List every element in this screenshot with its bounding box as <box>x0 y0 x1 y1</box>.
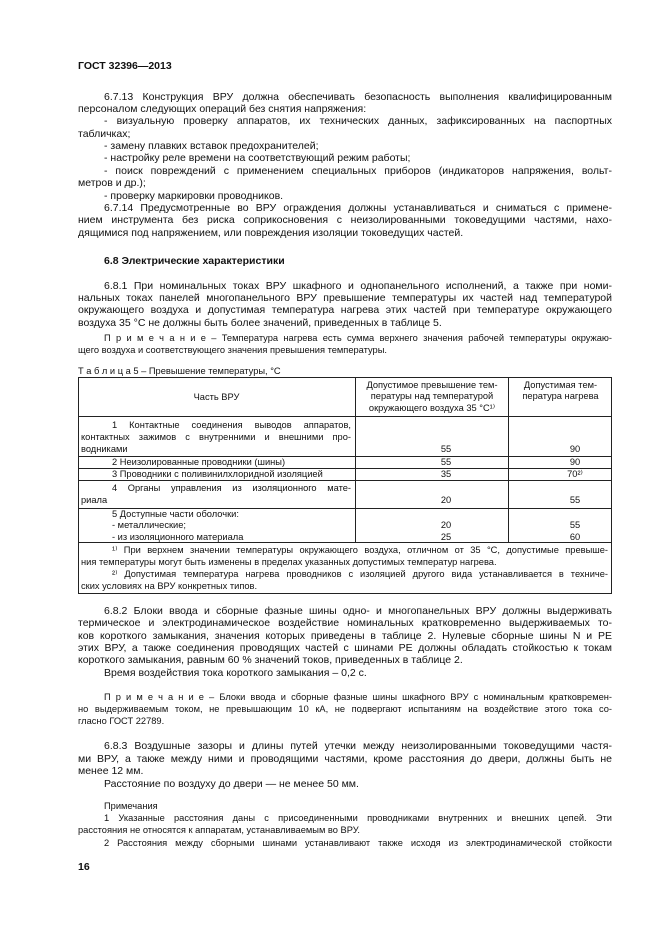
table-footnote: ния температуры могут быть изменены в пределах указанных допустимых температур нагрева. <box>81 557 497 567</box>
table-caption: Т а б л и ц а 5 – Превышение температуры, °С <box>78 365 281 376</box>
temp-rise-value: 25 <box>440 531 452 542</box>
clause-text-line: воздуха 35 °С не должны быть более значений, приведенных в таблице 5. <box>78 316 442 329</box>
table-row-part-label: контактных зажимов с внутренними и внешними про- <box>81 432 351 442</box>
list-item-line: табличках; <box>78 127 131 140</box>
table-footnote: ских условиях на ВРУ конкретных типов. <box>81 581 258 591</box>
table-header-temp-rise: окружающего воздуха 35 °С¹⁾ <box>368 402 496 413</box>
table-rule <box>78 480 612 481</box>
table-row-part-label: 1 Контактные соединения выводов аппаратов, <box>112 420 351 430</box>
clause-text-line: 6.7.14 Предусмотренные во ВРУ ограждения должны устанавливаться и сниматься с примене- <box>104 201 612 214</box>
table-subrow-part-label: - металлические; <box>112 520 186 530</box>
table-footnote: ²⁾ Допустимая температура нагрева проводников с изоляцией другого вида устанавливается в техниче- <box>112 569 608 579</box>
note-line: П р и м е ч а н и е – Блоки ввода и сборные фазные шины шкафного ВРУ с номинальным кратковремен- <box>104 691 612 702</box>
clause-text-line: термическое и электродинамическое воздействие номинальных кратковременно выдерживаемых то- <box>78 616 612 629</box>
clause-text-line: 6.7.13 Конструкция ВРУ должна обеспечивать безопасность выполнения квалифицированным <box>104 90 612 103</box>
table-rule <box>78 593 612 594</box>
note-line: расстояния не относятся к аппаратам, устанавливаемым во ВРУ. <box>78 824 360 835</box>
table-row-part-label: 5 Доступные части оболочки: <box>112 508 239 519</box>
table-row-part-label: водниками <box>81 444 128 454</box>
standard-code-header: ГОСТ 32396—2013 <box>78 59 172 72</box>
table-subrow-part-label: - из изоляционного материала <box>112 531 244 542</box>
table-footnote: ¹⁾ При верхнем значении температуры окружающего воздуха, отличном от 35 °С, допустимые превыше- <box>112 545 608 555</box>
table-rule <box>611 377 612 594</box>
table-rule <box>78 377 79 594</box>
note-line: П р и м е ч а н и е – Температура нагрева есть сумма верхнего значения рабочей температуры окружаю- <box>104 332 612 343</box>
temp-rise-value: 20 <box>440 495 452 505</box>
notes-heading: Примечания <box>104 800 158 811</box>
section-heading: 6.8 Электрические характеристики <box>104 254 285 267</box>
note-line: щего воздуха и соответствующего значения превышения температуры. <box>78 344 387 355</box>
temp-limit-value: 55 <box>569 520 581 530</box>
short-circuit-duration: Время воздействия тока короткого замыкания – 0,2 с. <box>104 666 367 679</box>
table-header-temp-rise: Допустимое превышение тем- <box>366 379 498 390</box>
clause-text-line: короткого замыкания, равным 60 % значений токов, приведенных в таблице 2. <box>78 653 463 666</box>
temp-limit-value: 70²⁾ <box>567 469 583 479</box>
table-header-part: Часть ВРУ <box>193 392 240 402</box>
clause-text-line: 6.8.3 Воздушные зазоры и длины путей утечки между неизолированными токоведущими частя- <box>104 739 612 752</box>
clause-text-line: менее 12 мм. <box>78 764 144 777</box>
note-line: но выдерживаемым током, не превышающим 10 кА, не подвергают испытаниям на воздействие этого тока со- <box>78 703 612 714</box>
temp-limit-value: 60 <box>569 531 581 542</box>
note-line: гласно ГОСТ 22789. <box>78 715 165 726</box>
temp-rise-value: 20 <box>440 520 452 530</box>
clause-text-line: этих ВРУ, а также соединения проводящих частей с шинами PE должны обладать стойкостью к токам <box>78 641 612 654</box>
list-item-line: - проверку маркировки проводников. <box>104 189 284 202</box>
page-number: 16 <box>78 860 90 873</box>
table-row-part-label: 2 Неизолированные проводники (шины) <box>112 457 286 467</box>
note-line: 2 Расстояния между сборными шинами устанавливают также исходя из электродинамической стойкости <box>104 837 612 848</box>
table-rule <box>78 416 612 417</box>
table-rule <box>78 377 612 378</box>
list-item-line: - поиск повреждений с применением специальных приборов (индикаторов напряжения, вольт- <box>104 164 612 177</box>
temp-limit-value: 90 <box>569 444 581 454</box>
clause-text-line: нием инструмента без риска соприкосновения с неизолированными токоведущими частями, нахо- <box>78 213 612 226</box>
temp-rise-value: 35 <box>440 469 452 479</box>
clause-text-line: 6.8.1 При номинальных токах ВРУ шкафного и однопанельного исполнений, а также при номи- <box>104 279 612 292</box>
door-clearance-text: Расстояние по воздуху до двери — не менее 50 мм. <box>104 777 359 790</box>
list-item-line: - замену плавких вставок предохранителей; <box>104 139 319 152</box>
table-row-part-label: 4 Органы управления из изоляционного мате- <box>112 483 351 493</box>
clause-text-line: окружающего воздуха и допустимая температура нагрева этих частей при температуре окружающего <box>78 303 612 316</box>
table-row-part-label: 3 Проводники с поливинилхлоридной изоляцией <box>112 469 323 479</box>
temp-rise-value: 55 <box>440 444 452 454</box>
list-item-line: метров и др.); <box>78 176 146 189</box>
list-item-line: - визуальную проверку аппаратов, их технических данных, зафиксированных на паспортных <box>104 114 612 127</box>
temp-limit-value: 55 <box>569 495 581 505</box>
clause-text-line: 6.8.2 Блоки ввода и сборные фазные шины одно- и многопанельных ВРУ должны выдерживать <box>104 604 612 617</box>
temp-rise-value: 55 <box>440 457 452 467</box>
table-header-temp-rise: пературы над температурой <box>370 391 494 401</box>
table-header-temp-limit: пература нагрева <box>522 391 599 401</box>
clause-text-line: ков короткого замыкания, значения которых приведены в таблице 2. Нулевые сборные шины N и PE <box>78 629 612 642</box>
clause-text-line: ми ВРУ, а также между ними и проводящими частями, кроме расстояния до двери, должны быть не <box>78 752 612 765</box>
table-row-part-label: риала <box>81 495 108 505</box>
clause-text-line: дящимися под напряжением, или повреждения изоляции токоведущих частей. <box>78 226 464 239</box>
temp-limit-value: 90 <box>569 457 581 467</box>
note-line: 1 Указанные расстояния даны с присоединенными проводниками внутренних и внешних цепей. Эти <box>104 812 612 823</box>
table-header-temp-limit: Допустимая тем- <box>523 379 598 390</box>
list-item-line: - настройку реле времени на соответствующий режим работы; <box>104 151 411 164</box>
clause-text-line: персоналом следующих операций без снятия напряжения: <box>78 102 367 115</box>
clause-text-line: нальных токах панелей многопанельного ВРУ превышение температуры их частей над температурой <box>78 291 612 304</box>
